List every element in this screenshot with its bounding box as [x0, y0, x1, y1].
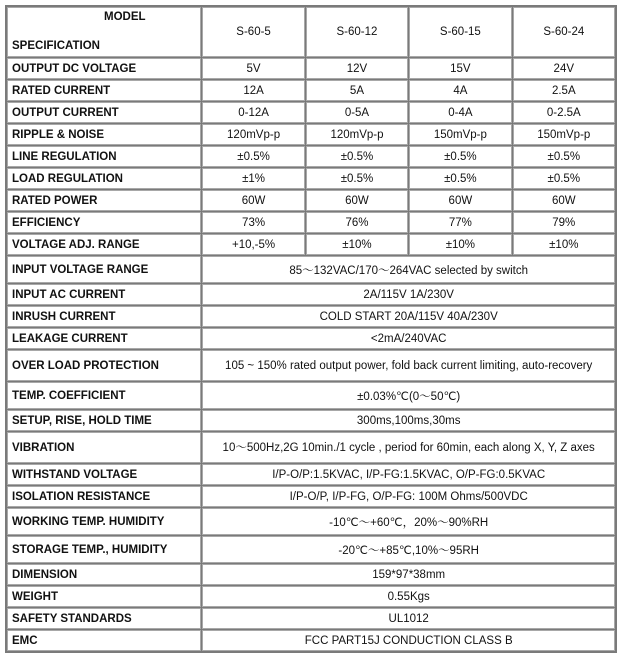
spec-value: 60W [306, 190, 408, 211]
spec-value: +10,-5% [202, 234, 304, 255]
spec-label: STORAGE TEMP., HUMIDITY [7, 536, 201, 563]
spec-label: OVER LOAD PROTECTION [7, 350, 201, 381]
spec-value: 60W [409, 190, 511, 211]
spec-value: 76% [306, 212, 408, 233]
spec-label: LOAD REGULATION [7, 168, 201, 189]
table-row [7, 486, 615, 507]
spec-value: 150mVp-p [513, 124, 615, 145]
spec-label: SETUP, RISE, HOLD TIME [7, 410, 201, 431]
table-row [7, 80, 615, 101]
spec-value: 24V [513, 58, 615, 79]
spec-value: 12V [306, 58, 408, 79]
spec-value: 0-12A [202, 102, 304, 123]
table-row [7, 284, 615, 305]
spec-value: ±10% [306, 234, 408, 255]
table-row [7, 382, 615, 409]
spec-value: 73% [202, 212, 304, 233]
spec-value: ±0.5% [513, 146, 615, 167]
spec-value: 159*97*38mm [202, 564, 615, 585]
header-corner-cell [7, 7, 201, 57]
spec-value: 105 ~ 150% rated output power, fold back current limiting, auto-recovery [202, 350, 615, 381]
table-row [7, 564, 615, 585]
table-row [7, 306, 615, 327]
spec-value: 300ms,100ms,30ms [202, 410, 615, 431]
spec-label: WORKING TEMP. HUMIDITY [7, 508, 201, 535]
header-row [7, 7, 615, 57]
spec-value: ±0.5% [513, 168, 615, 189]
spec-label: RIPPLE & NOISE [7, 124, 201, 145]
spec-value: 79% [513, 212, 615, 233]
spec-value: I/P-O/P:1.5KVAC, I/P-FG:1.5KVAC, O/P-FG:0.5KVAC [202, 464, 615, 485]
spec-value: I/P-O/P, I/P-FG, O/P-FG: 100M Ohms/500VDC [202, 486, 615, 507]
spec-label: EFFICIENCY [7, 212, 201, 233]
spec-label: LINE REGULATION [7, 146, 201, 167]
table-row [7, 212, 615, 233]
table-row [7, 464, 615, 485]
spec-value: ±1% [202, 168, 304, 189]
spec-label: VOLTAGE ADJ. RANGE [7, 234, 201, 255]
spec-value: ±10% [409, 234, 511, 255]
table-row [7, 190, 615, 211]
spec-value: FCC PART15J CONDUCTION CLASS B [202, 630, 615, 651]
spec-value: ±10% [513, 234, 615, 255]
spec-label: DIMENSION [7, 564, 201, 585]
spec-value: ±0.5% [202, 146, 304, 167]
spec-value: ±0.5% [306, 146, 408, 167]
model-header-s-60-12: S-60-12 [306, 7, 408, 57]
table-row [7, 256, 615, 283]
table-row [7, 58, 615, 79]
table-row [7, 146, 615, 167]
spec-label: LEAKAGE CURRENT [7, 328, 201, 349]
spec-value: 150mVp-p [409, 124, 511, 145]
spec-value: 0.55Kgs [202, 586, 615, 607]
spec-value: UL1012 [202, 608, 615, 629]
spec-value: 77% [409, 212, 511, 233]
spec-value: 85～132VAC/170～264VAC selected by switch [202, 256, 615, 283]
spec-value: 4A [409, 80, 511, 101]
table-row [7, 350, 615, 381]
spec-label: RATED CURRENT [7, 80, 201, 101]
spec-value: ±0.5% [409, 168, 511, 189]
table-row [7, 410, 615, 431]
spec-label: RATED POWER [7, 190, 201, 211]
spec-value: -20℃～+85℃,10%～95RH [202, 536, 615, 563]
spec-table [6, 6, 616, 652]
spec-label: INRUSH CURRENT [7, 306, 201, 327]
spec-value: COLD START 20A/115V 40A/230V [202, 306, 615, 327]
table-row [7, 234, 615, 255]
spec-value: 2.5A [513, 80, 615, 101]
table-row [7, 432, 615, 463]
spec-label: VIBRATION [7, 432, 201, 463]
table-row [7, 536, 615, 563]
table-row [7, 508, 615, 535]
spec-label: OUTPUT DC VOLTAGE [7, 58, 201, 79]
spec-label: WITHSTAND VOLTAGE [7, 464, 201, 485]
spec-value: 5A [306, 80, 408, 101]
model-header-label: MODEL [104, 11, 146, 23]
spec-value: 60W [202, 190, 304, 211]
table-row [7, 328, 615, 349]
spec-table-frame [5, 5, 617, 653]
specification-header-label: SPECIFICATION [12, 40, 100, 52]
spec-value: 2A/115V 1A/230V [202, 284, 615, 305]
table-row [7, 608, 615, 629]
spec-value: 120mVp-p [306, 124, 408, 145]
spec-value: 120mVp-p [202, 124, 304, 145]
spec-label: EMC [7, 630, 201, 651]
spec-value: -10℃～+60℃，20%～90%RH [202, 508, 615, 535]
table-row [7, 124, 615, 145]
spec-label: SAFETY STANDARDS [7, 608, 201, 629]
spec-value: 0-5A [306, 102, 408, 123]
model-header-s-60-24: S-60-24 [513, 7, 615, 57]
spec-value: 5V [202, 58, 304, 79]
table-row [7, 586, 615, 607]
spec-value: 60W [513, 190, 615, 211]
spec-value: 10～500Hz,2G 10min./1 cycle , period for 60min, each along X, Y, Z axes [202, 432, 615, 463]
spec-label: WEIGHT [7, 586, 201, 607]
spec-value: ±0.5% [306, 168, 408, 189]
spec-label: ISOLATION RESISTANCE [7, 486, 201, 507]
spec-value: ±0.03%℃(0～50℃) [202, 382, 615, 409]
spec-label: TEMP. COEFFICIENT [7, 382, 201, 409]
spec-label: OUTPUT CURRENT [7, 102, 201, 123]
spec-value: <2mA/240VAC [202, 328, 615, 349]
model-header-s-60-15: S-60-15 [409, 7, 511, 57]
spec-value: 0-4A [409, 102, 511, 123]
spec-value: 15V [409, 58, 511, 79]
table-row [7, 102, 615, 123]
table-row [7, 630, 615, 651]
spec-value: 12A [202, 80, 304, 101]
spec-value: 0-2.5A [513, 102, 615, 123]
spec-value: ±0.5% [409, 146, 511, 167]
spec-label: INPUT VOLTAGE RANGE [7, 256, 201, 283]
table-row [7, 168, 615, 189]
model-header-s-60-5: S-60-5 [202, 7, 304, 57]
spec-label: INPUT AC CURRENT [7, 284, 201, 305]
